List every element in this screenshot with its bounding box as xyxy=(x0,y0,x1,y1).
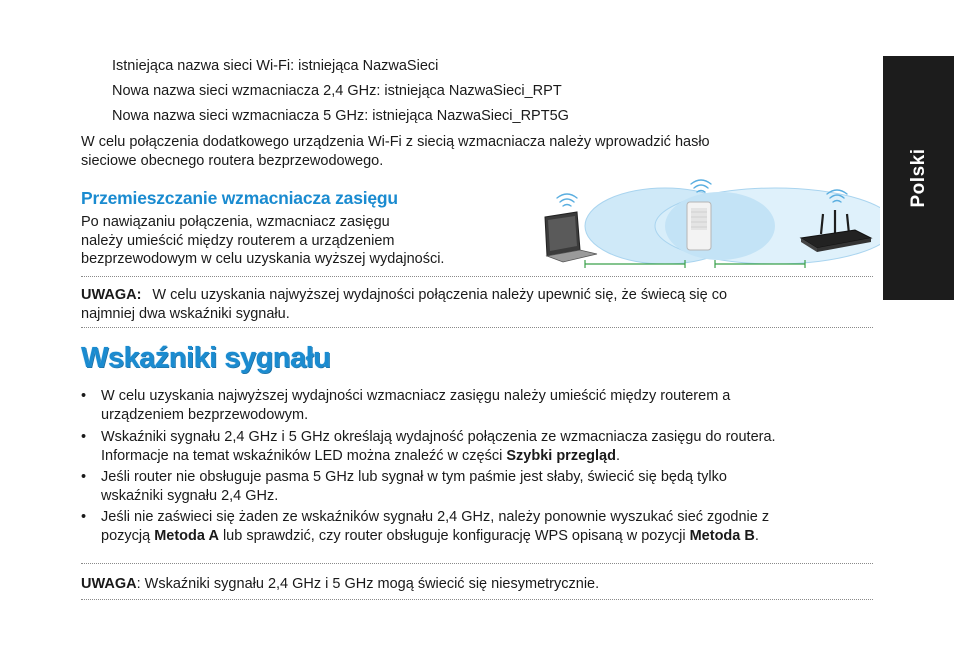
placement-line-1: Po nawiązaniu połączenia, wzmacniacz zasięgu xyxy=(81,214,390,230)
bullet-2-line-1: Wskaźniki sygnału 2,4 GHz i 5 GHz określają wydajność połączenia ze wzmacniacza zasięgu do routera. xyxy=(101,429,776,445)
note1-line-1 xyxy=(81,287,727,303)
bullet-3-line-1: Jeśli router nie obsługuje pasma 5 GHz lub sygnał w tym paśmie jest słaby, świecić się będą tylko xyxy=(101,469,727,485)
bullet-3-line-2: wskaźniki sygnału 2,4 GHz. xyxy=(101,488,279,504)
bullet-mark: • xyxy=(81,469,87,485)
bullet-4-end: . xyxy=(754,528,759,544)
network-line-rpt5g: Nowa nazwa sieci wzmacniacza 5 GHz: istniejąca NazwaSieci_RPT5G xyxy=(112,108,569,124)
language-tab xyxy=(883,56,954,300)
coverage-overlap xyxy=(665,192,775,260)
repeater-icon xyxy=(687,202,711,250)
method-a-ref: Metoda A xyxy=(154,528,219,544)
placement-heading: Przemieszczanie wzmacniacza zasięgu xyxy=(81,188,398,208)
divider-dotted xyxy=(81,599,873,600)
bullet-4-line-1: Jeśli nie zaświeci się żaden ze wskaźników sygnału 2,4 GHz, należy ponownie wyszukać sieć zgodnie z xyxy=(101,509,770,525)
method-b-ref: Metoda B xyxy=(689,528,755,544)
note2-text: : Wskaźniki sygnału 2,4 GHz i 5 GHz mogą świecić się niesymetrycznie. xyxy=(136,576,600,592)
quick-overview-ref: Szybki przegląd xyxy=(506,448,616,464)
divider-dotted xyxy=(81,563,873,564)
network-line-rpt: Nowa nazwa sieci wzmacniacza 2,4 GHz: istniejąca NazwaSieci_RPT xyxy=(112,83,562,99)
bullet-2-text: Informacje na temat wskaźników LED można znaleźć w części xyxy=(101,448,507,464)
language-tab-label: Polski xyxy=(907,148,929,208)
bullet-4-text-a: pozycją xyxy=(101,528,155,544)
bullet-4-text-b: lub sprawdzić, czy router obsługuje konfigurację WPS opisaną w pozycji xyxy=(218,528,690,544)
wifi-signal-icon xyxy=(557,194,577,206)
bullet-mark: • xyxy=(81,429,87,445)
placement-line-3: bezprzewodowym w celu uzyskania wyższej wydajności. xyxy=(81,251,445,267)
bullet-mark: • xyxy=(81,388,87,404)
note1-line-2: najmniej dwa wskaźniki sygnału. xyxy=(81,306,290,322)
signal-section-title: Wskaźniki sygnału xyxy=(81,342,331,374)
divider-dotted xyxy=(81,276,873,277)
note1-label: UWAGA: xyxy=(81,287,142,303)
intro-para-line-2: sieciowe obecnego routera bezprzewodowego. xyxy=(81,153,384,169)
bullet-mark: • xyxy=(81,509,87,525)
bullet-4-line-2 xyxy=(101,528,759,544)
note2-line xyxy=(81,576,599,592)
divider-dotted xyxy=(81,327,873,328)
placement-illustration xyxy=(525,172,880,272)
bullet-2-end: . xyxy=(615,448,620,464)
intro-para-line-1: W celu połączenia dodatkowego urządzenia Wi-Fi z siecią wzmacniacza należy wprowadzić hasło xyxy=(81,134,710,150)
placement-line-2: należy umieścić między routerem a urządzeniem xyxy=(81,233,395,249)
bullet-1-line-1: W celu uzyskania najwyższej wydajności wzmacniacz zasięgu należy umieścić między routerem a xyxy=(101,388,731,404)
note2-label: UWAGA xyxy=(81,576,137,592)
network-line-existing: Istniejąca nazwa sieci Wi-Fi: istniejąca NazwaSieci xyxy=(112,58,439,74)
bullet-2-line-2 xyxy=(101,448,620,464)
bullet-1-line-2: urządzeniem bezprzewodowym. xyxy=(101,407,309,423)
note1-text-1: W celu uzyskania najwyższej wydajności połączenia należy upewnić się, że świecą się co xyxy=(152,287,728,303)
